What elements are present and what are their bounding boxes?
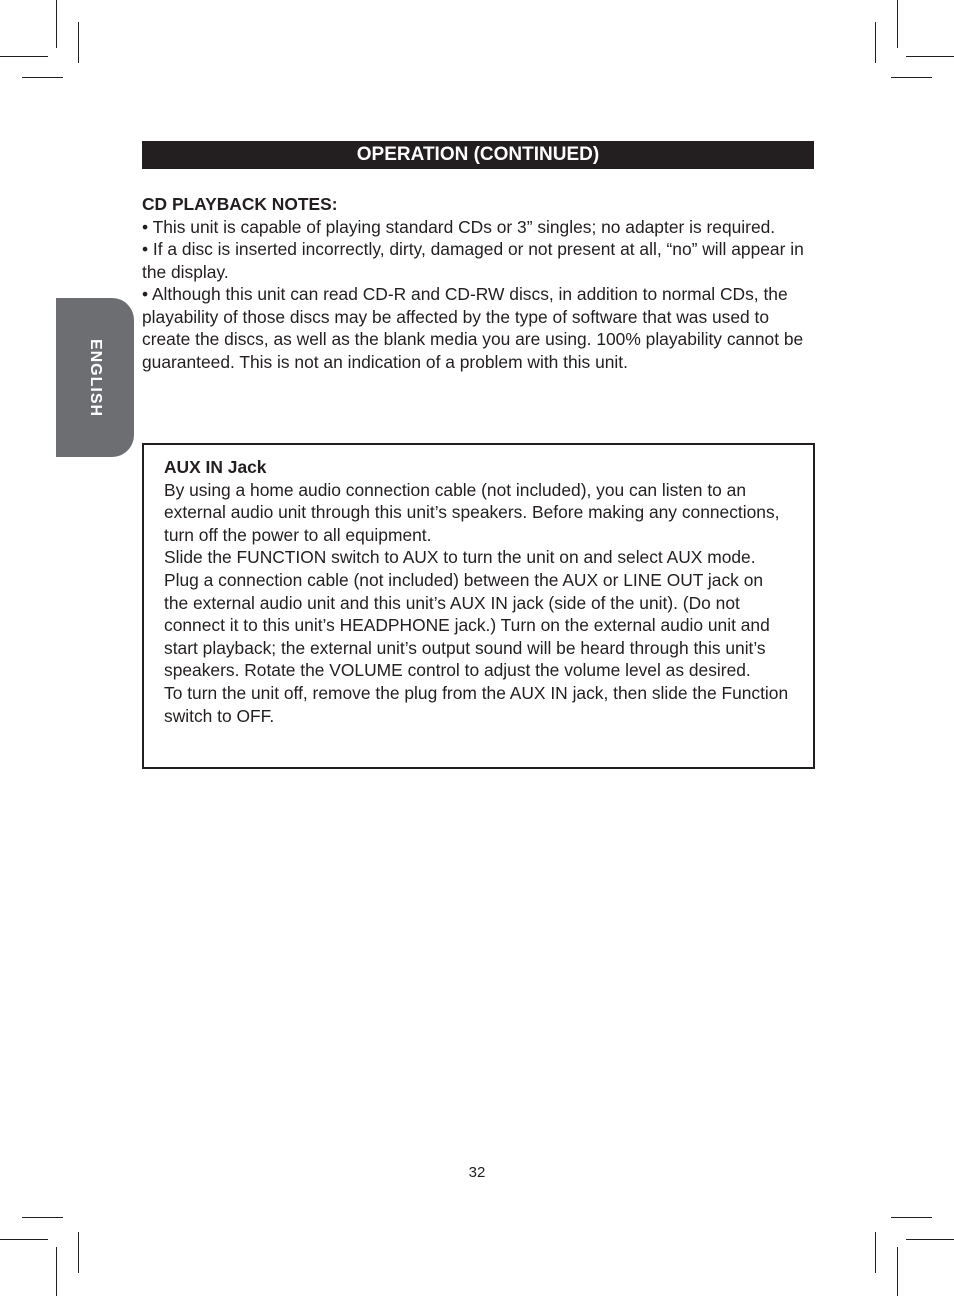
crop-mark bbox=[78, 1232, 79, 1273]
crop-mark bbox=[875, 1232, 876, 1273]
aux-in-paragraph: By using a home audio connection cable (not included), you can listen to an external audio unit through this unit’s speakers. Before making any connections, turn off the power to all equipment. bbox=[164, 479, 780, 545]
crop-mark bbox=[78, 22, 79, 63]
aux-in-heading: AUX IN Jack bbox=[164, 457, 267, 477]
section-title-bar bbox=[142, 141, 814, 169]
cd-note-item: • Although this unit can read CD-R and CD-RW discs, in addition to normal CDs, the playability of those discs may be affected by the type of software that was used to create the discs, as well as the blank media you are using. 100% playability cannot be guaranteed. This is not an indication of a problem with this unit. bbox=[142, 284, 804, 372]
crop-mark bbox=[0, 1239, 48, 1240]
crop-mark bbox=[897, 1247, 898, 1296]
section-title: OPERATION (CONTINUED) bbox=[356, 144, 600, 165]
language-tab-label: ENGLISH bbox=[87, 338, 104, 417]
language-tab bbox=[56, 298, 134, 457]
crop-mark bbox=[891, 77, 932, 78]
crop-mark bbox=[0, 56, 48, 57]
crop-mark bbox=[906, 56, 954, 57]
crop-mark bbox=[891, 1217, 932, 1218]
crop-mark bbox=[906, 1239, 954, 1240]
cd-notes-heading: CD PLAYBACK NOTES: bbox=[142, 194, 338, 214]
crop-mark bbox=[56, 1247, 57, 1296]
crop-mark bbox=[22, 77, 63, 78]
cd-playback-notes bbox=[142, 193, 814, 373]
cd-note-item: • This unit is capable of playing standard CDs or 3” singles; no adapter is required. bbox=[142, 216, 776, 237]
page-number: 32 bbox=[468, 1164, 486, 1181]
crop-mark bbox=[56, 0, 57, 48]
aux-in-content bbox=[164, 456, 789, 727]
crop-mark bbox=[897, 0, 898, 48]
aux-in-box bbox=[142, 443, 815, 769]
crop-mark bbox=[875, 22, 876, 63]
cd-note-item: • If a disc is inserted incorrectly, dirty, damaged or not present at all, “no” will appear in the display. bbox=[142, 239, 804, 282]
crop-mark bbox=[22, 1217, 63, 1218]
aux-in-paragraph: Slide the FUNCTION switch to AUX to turn the unit on and select AUX mode. Plug a connection cable (not included) between the AUX or LINE OUT jack on the external audio unit and this unit’s AUX IN jack (side of the unit). (Do not connect it to this unit’s HEADPHONE jack.) Turn on the external audio unit and start playback; the external unit’s output sound will be heard through this unit’s speakers. Rotate the VOLUME control to adjust the volume level as desired. bbox=[164, 547, 770, 681]
aux-in-paragraph: To turn the unit off, remove the plug from the AUX IN jack, then slide the Function switch to OFF. bbox=[164, 682, 789, 726]
